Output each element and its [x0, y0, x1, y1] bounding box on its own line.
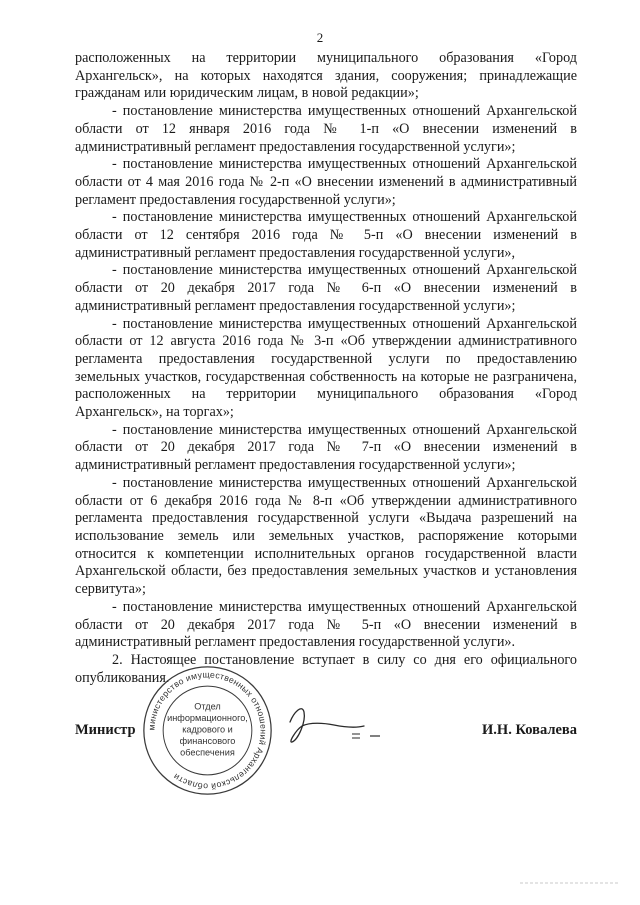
- paragraph: - постановление министерства имущественных отношений Архангельской области от 20 декабря 2017 года № 6-п «О внесении изменений в административный регламент предоставления государственной услуги»;: [75, 262, 577, 314]
- stamp-center-line: информационного,: [167, 712, 248, 723]
- page-number: 2: [316, 30, 324, 45]
- paragraph: - постановление министерства имущественных отношений Архангельской области от 12 января 2016 года № 1-п «О внесении изменений в административный регламент предоставления государственной услуги»;: [75, 103, 577, 155]
- stamp-center-line: финансового: [179, 736, 236, 746]
- paragraph: - постановление министерства имущественных отношений Архангельской области от 4 мая 2016 года № 2-п «О внесении изменений в административный регламент предоставления государственной услуги»;: [75, 156, 577, 208]
- paragraph: - постановление министерства имущественных отношений Архангельской области от 12 августа 2016 года № 3-п «Об утверждении административного регламента предоставления государственной услуги по предоставлению земельных участков, государственная собственность на которые не разграничена, расположенных на территории муниципального образования «Город Архангельск», на торгах»;: [75, 315, 577, 421]
- signer-position: Министр: [75, 722, 136, 738]
- stamp-center-line: Отдел: [194, 701, 221, 712]
- paragraph: - постановление министерства имущественных отношений Архангельской области от 20 декабря 2017 года № 5-п «О внесении изменений в административный регламент предоставления государственной услуги».: [75, 598, 577, 651]
- paragraph: - постановление министерства имущественных отношений Архангельской области от 6 декабря 2016 года № 8-п «Об утверждении административного регламента предоставления государственной услуги «Выдача разрешений на использование земель или земельных участков, распоряжение которыми относится к компетенции исполнительных органов государственной власти Архангельской области, без предоставления земельных участков и установления сервитута»;: [75, 474, 577, 598]
- scan-artifact: [520, 880, 620, 886]
- paragraph: - постановление министерства имущественных отношений Архангельской области от 20 декабря 2017 года № 7-п «О внесении изменений в административный регламент предоставления государственной услуги»;: [75, 421, 577, 474]
- paragraph: - постановление министерства имущественных отношений Архангельской области от 12 сентября 2016 года № 5-п «О внесении изменений в административный регламент предоставления государственной услуги»,: [75, 209, 577, 261]
- stamp-center-line: обеспечения: [180, 747, 235, 758]
- handwritten-signature: [268, 692, 388, 747]
- stamp-ring-text: министерство имущественных отношений Архангельской области: [146, 669, 269, 792]
- paragraph: расположенных на территории муниципального образования «Город Архангельск», на которых находятся здания, сооружения; принадлежащие гражданам или юридическим лицам, в новой редакции»;: [75, 50, 577, 102]
- document-body: [75, 50, 577, 687]
- stamp-center-line: кадрового и: [182, 724, 233, 735]
- official-stamp: [140, 663, 275, 798]
- paragraph: 2. Настоящее постановление вступает в силу со дня его официального опубликования.: [75, 651, 577, 686]
- signer-name: И.Н. Ковалева: [482, 722, 577, 738]
